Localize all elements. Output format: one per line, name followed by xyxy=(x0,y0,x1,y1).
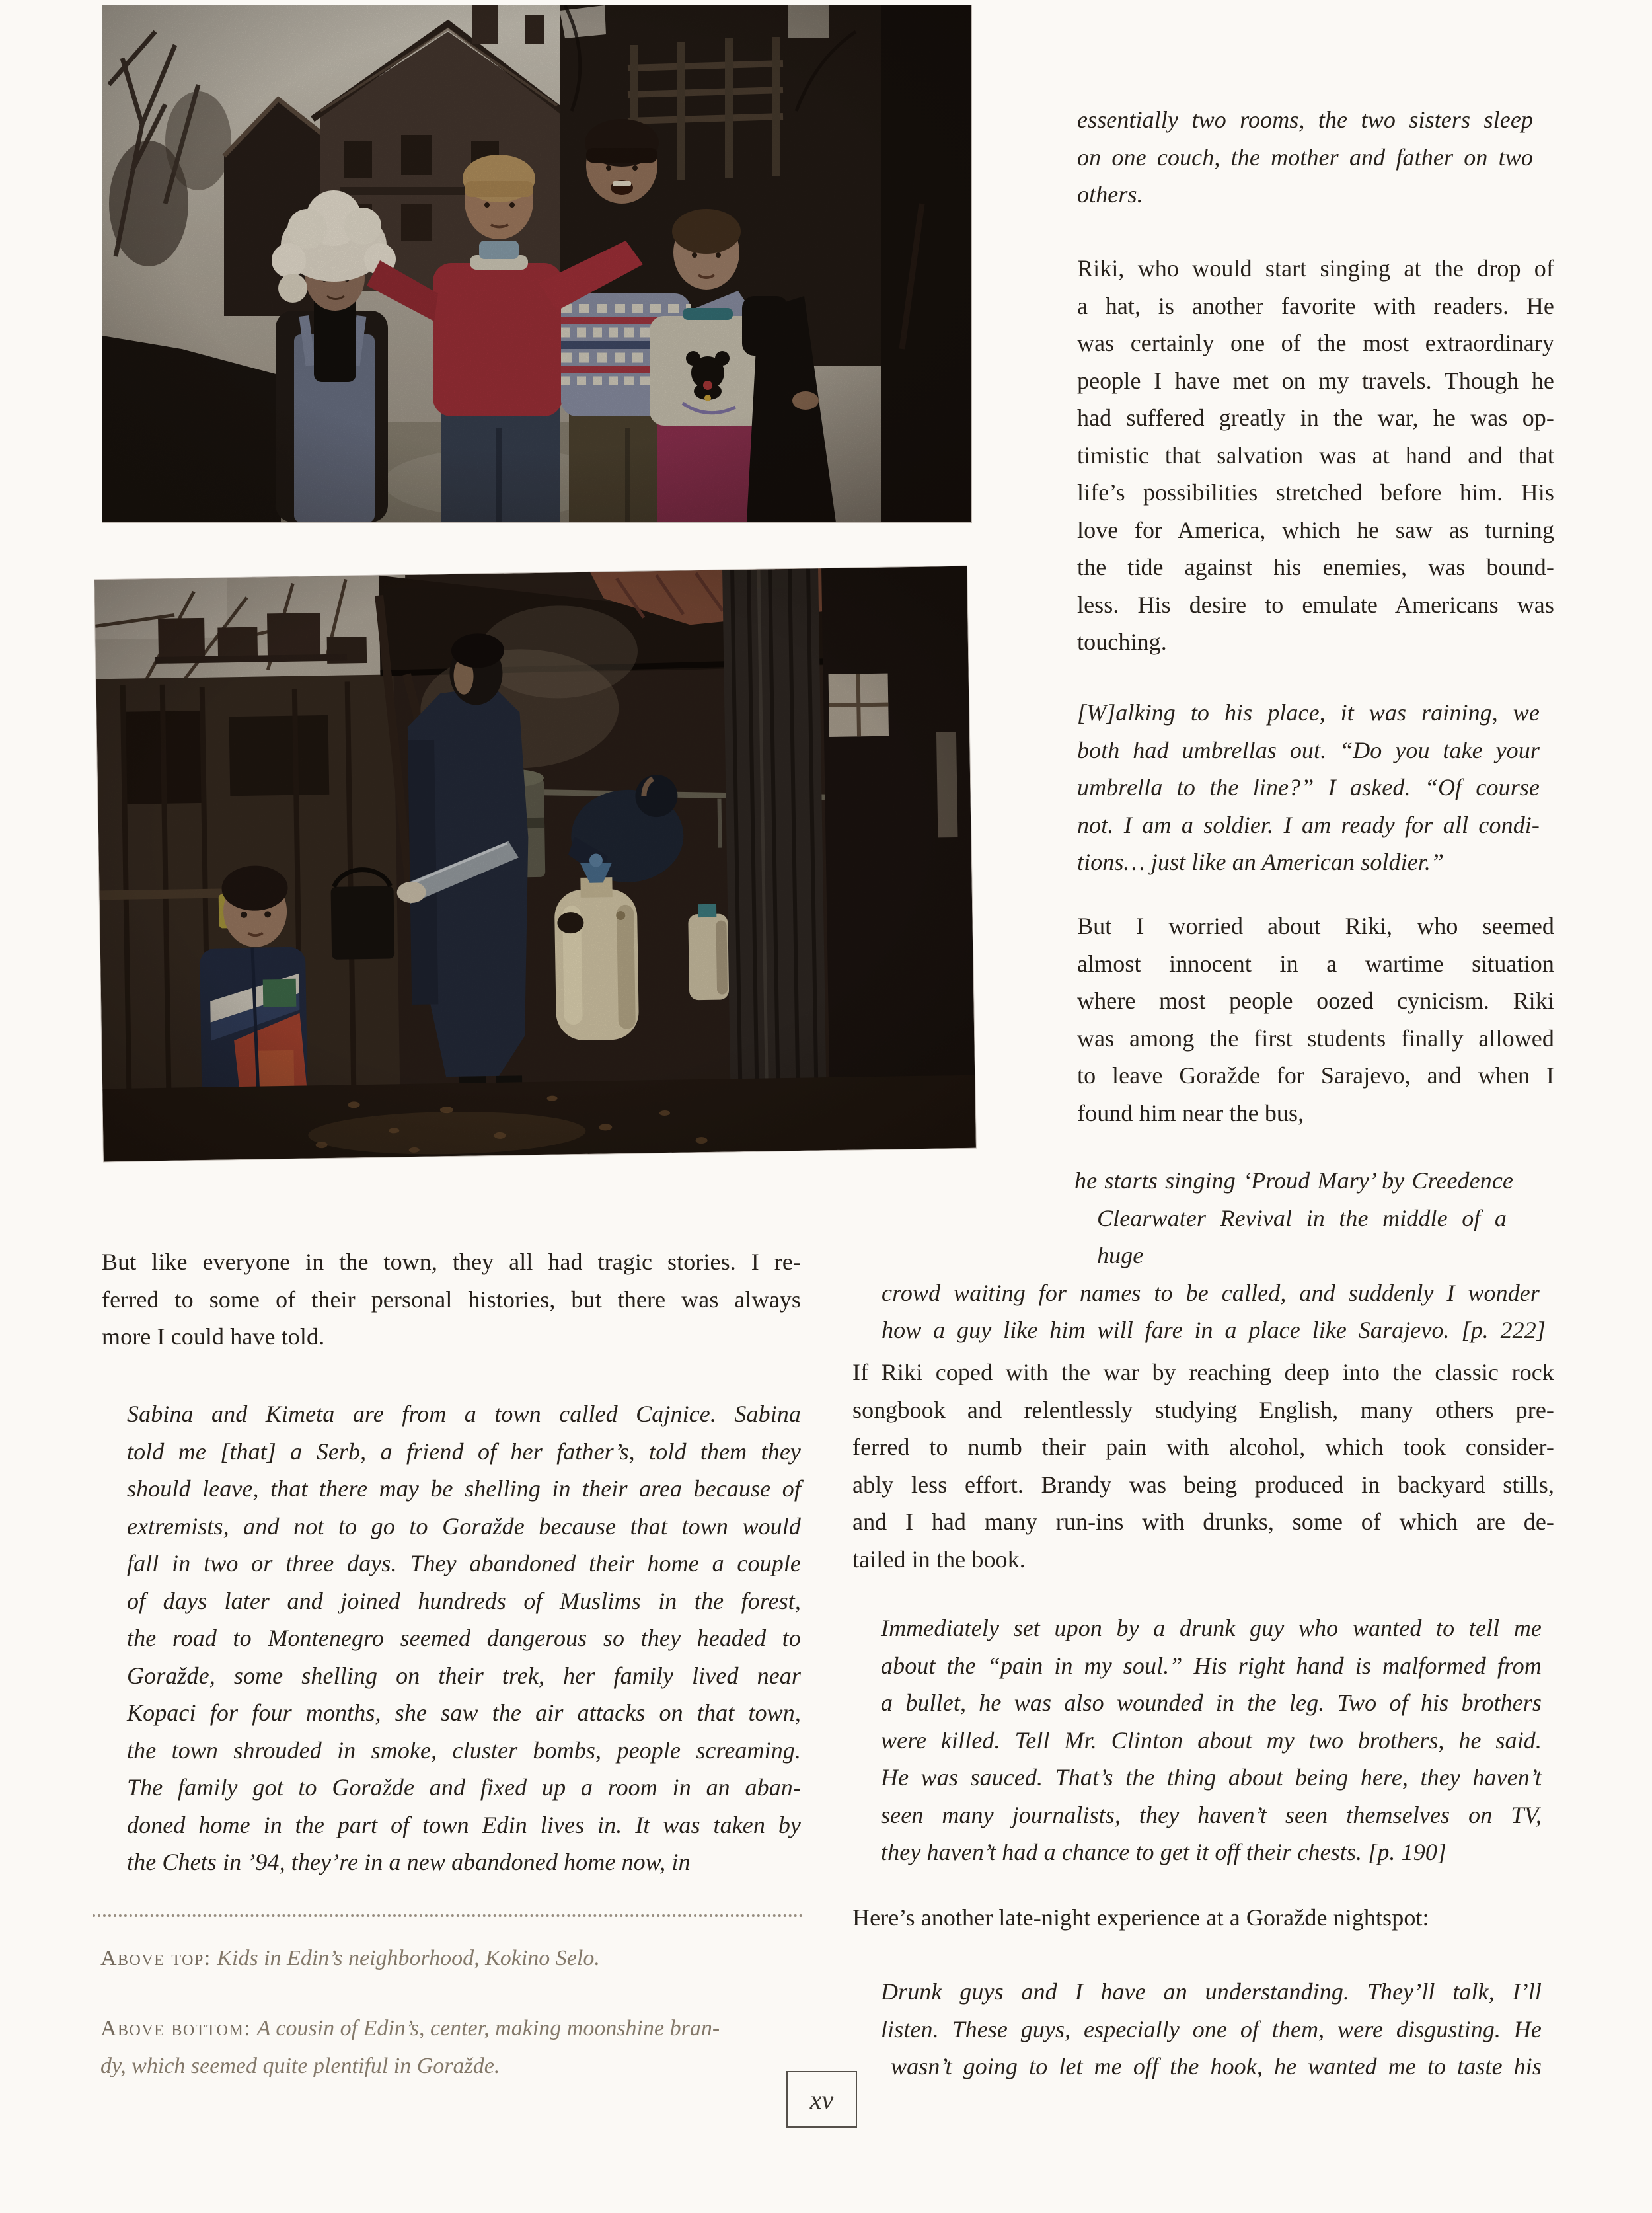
text-line: had suffered greatly in the war, he was op- xyxy=(1077,405,1554,431)
text-line: Kopaci for four months, she saw the air attacks on that town, xyxy=(127,1699,801,1726)
photo-kids-illustration xyxy=(102,5,971,522)
caption-above-bottom-line1 xyxy=(100,2009,834,2047)
text-line: Immediately set upon by a drunk guy who wanted to tell me xyxy=(881,1615,1542,1641)
quote-drunk-guys xyxy=(881,1973,1542,2085)
text-line: both had umbrellas out. “Do you take your xyxy=(1077,736,1540,763)
text-line: found him near the bus, xyxy=(1077,1099,1304,1126)
text-line: Riki, who would start singing at the drop of xyxy=(1077,255,1554,282)
text-line: about the “pain in my soul.” His right hand is malformed from xyxy=(881,1652,1542,1679)
text-line: ably less effort. Brandy was being produced in backyard stills, xyxy=(852,1471,1554,1498)
text-line: he starts singing ‘Proud Mary’ by Creedence xyxy=(1074,1167,1513,1194)
page-number: xv xyxy=(809,2084,834,2115)
caption-above-top xyxy=(100,1939,821,1977)
text-line: on one couch, the mother and father on two xyxy=(1077,143,1533,171)
text-line: life’s possibilities stretched before him. His xyxy=(1077,479,1554,506)
text-line: the town shrouded in smoke, cluster bombs, people screaming. xyxy=(127,1736,801,1764)
text-line: the tide against his enemies, was bound- xyxy=(1077,554,1554,580)
text-line: tailed in the book. xyxy=(852,1545,1026,1572)
photo-moonshine xyxy=(94,566,976,1162)
caption-above-top-text: Kids in Edin’s neighborhood, Kokino Selo. xyxy=(217,1946,600,1970)
text-line: love for America, which he saw as turning xyxy=(1077,516,1554,543)
text-line: listen. These guys, especially one of them, were disgusting. He xyxy=(881,2015,1542,2042)
text-line: He was sauced. That’s the thing about being here, they haven’t xyxy=(881,1764,1542,1791)
text-line: ferred to numb their pain with alcohol, which took consider- xyxy=(852,1434,1554,1460)
paragraph-heres: Here’s another late-night experience at a Goražde nightspot: xyxy=(852,1904,1429,1931)
paragraph-riki xyxy=(1077,250,1554,661)
text-line: Clearwater Revival in the middle of a huge xyxy=(1097,1204,1507,1268)
text-line: the Chets in ’94, they’re in a new abandoned home now, in xyxy=(127,1849,691,1875)
text-line: less. His desire to emulate Americans was xyxy=(1077,591,1554,618)
caption-above-bottom-text1: A cousin of Edin’s, center, making moonshine bran- xyxy=(256,2016,720,2040)
text-line: touching. xyxy=(1077,629,1167,655)
text-line: But I worried about Riki, who seemed xyxy=(1077,913,1554,939)
paragraph-worried xyxy=(1077,908,1554,1132)
text-line: was among the first students finally allowed xyxy=(1077,1025,1554,1052)
quote-walking xyxy=(1077,694,1540,881)
photo-kids xyxy=(102,5,971,522)
text-line: Drunk guys and I have an understanding. They’ll talk, I’ll xyxy=(881,1978,1542,2005)
text-line: to leave Goražde for Sarajevo, and when I xyxy=(1077,1062,1554,1089)
text-line: crowd waiting for names to be called, and suddenly I wonder xyxy=(882,1279,1540,1306)
text-line: extremists, and not to go to Goražde because that town would xyxy=(127,1512,801,1539)
text-line: the road to Montenegro seemed dangerous so they headed to xyxy=(127,1625,801,1651)
caption-divider xyxy=(93,1914,803,1917)
text-line: ferred to some of their personal histories, but there was always xyxy=(102,1286,801,1313)
text-line: they haven’t had a chance to get it off their chests. [p. 190] xyxy=(881,1839,1447,1865)
text-line: songbook and relentlessly studying English, many others pre- xyxy=(852,1396,1554,1423)
text-line: timistic that salvation was at hand and that xyxy=(1077,442,1554,469)
caption-above-bottom-text2: dy, which seemed quite plentiful in Goražde. xyxy=(100,2054,500,2078)
text-line: Sabina and Kimeta are from a town called Cajnice. Sabina xyxy=(127,1401,801,1427)
text-line: But like everyone in the town, they all had tragic stories. I re- xyxy=(102,1249,801,1275)
text-line: wasn’t going to let me off the hook, he wanted me to taste his xyxy=(891,2053,1542,2079)
paragraph-but-like xyxy=(102,1243,801,1356)
text-line: The family got to Goražde and fixed up a room in an aban- xyxy=(127,1774,801,1801)
text-line: umbrella to the line?” I asked. “Of course xyxy=(1077,774,1540,800)
caption-above-bottom-label: Above bottom: xyxy=(100,2016,252,2040)
text-line: almost innocent in a wartime situation xyxy=(1077,950,1554,977)
caption-above-bottom xyxy=(100,2009,834,2085)
quote-sabina xyxy=(127,1395,801,1881)
text-line: and I had many run-ins with drunks, some of which are de- xyxy=(852,1508,1554,1535)
photo-moonshine-illustration xyxy=(94,566,976,1162)
quote-continuation xyxy=(1077,101,1533,214)
quote-proud-mary xyxy=(881,1162,1548,1349)
text-line: essentially two rooms, the two sisters sleep xyxy=(1077,106,1533,133)
text-line: seen many journalists, they haven’t seen themselves on TV, xyxy=(881,1801,1542,1828)
text-line: of days later and joined hundreds of Muslims in the forest, xyxy=(127,1587,801,1614)
text-line: not. I am a soldier. I am ready for all condi- xyxy=(1077,811,1540,838)
paragraph-if-riki xyxy=(852,1354,1554,1578)
text-line: If Riki coped with the war by reaching deep into the classic rock xyxy=(852,1359,1554,1385)
text-line: told me [that] a Serb, a friend of her father’s, told them they xyxy=(127,1438,801,1465)
quote-immediately xyxy=(881,1610,1542,1871)
text-line: where most people oozed cynicism. Riki xyxy=(1077,988,1554,1014)
text-line: fall in two or three days. They abandoned their home a couple xyxy=(127,1550,801,1576)
text-line: others. xyxy=(1077,181,1143,208)
text-line: more I could have told. xyxy=(102,1323,325,1350)
text-line: doned home in the part of town Edin lives in. It was taken by xyxy=(127,1811,801,1838)
text-line: tions… just like an American soldier.” xyxy=(1077,849,1445,875)
text-line: how a guy like him will fare in a place like Sarajevo. [p. 222] xyxy=(882,1317,1546,1343)
caption-above-top-label: Above top: xyxy=(100,1946,211,1970)
text-line: [W]alking to his place, it was raining, we xyxy=(1077,699,1540,726)
text-line: people I have met on my travels. Though he xyxy=(1077,367,1554,394)
text-line: were killed. Tell Mr. Clinton about my two brothers, he said. xyxy=(881,1727,1542,1754)
text-line: Goražde, some shelling on their trek, her family lived near xyxy=(127,1662,801,1689)
text-line: should leave, that there may be shelling in their area because of xyxy=(127,1475,801,1502)
text-line: a hat, is another favorite with readers. He xyxy=(1077,292,1554,319)
text-line: a bullet, he was also wounded in the leg. Two of his brothers xyxy=(881,1689,1542,1716)
page-number-box xyxy=(786,2071,857,2128)
text-line: was certainly one of the most extraordinary xyxy=(1077,330,1554,356)
